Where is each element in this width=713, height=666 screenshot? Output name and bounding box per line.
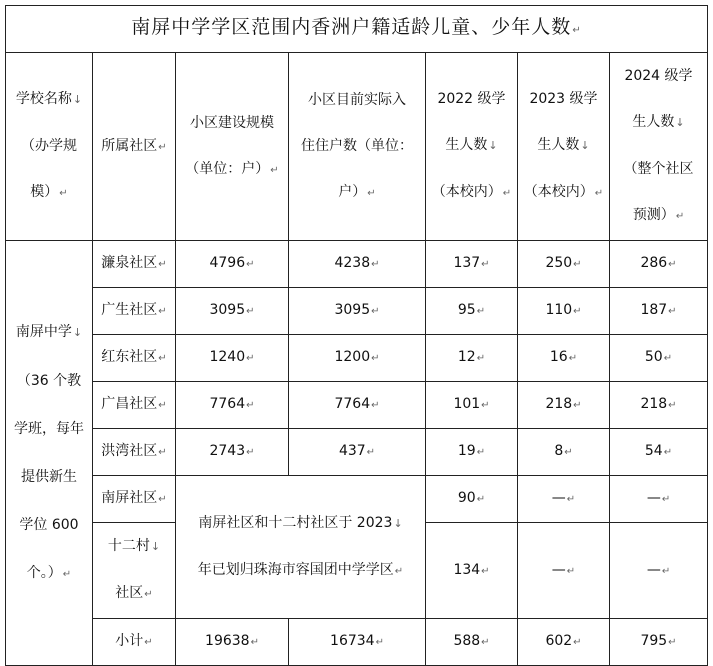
header-g2024-line-4: 预测）↵ [632, 207, 685, 223]
paragraph-mark-icon: ↵ [668, 400, 677, 411]
header-community: 所属社区↵ [93, 53, 176, 241]
shierchun-line-1: 十二村↓ [107, 538, 161, 554]
paragraph-mark-icon: ↵ [675, 211, 685, 222]
g2024-cell: 54↵ [610, 429, 708, 476]
header-g2024-line-1: 2024 级学 [624, 68, 693, 84]
planned-cell: 4796↵ [176, 241, 289, 288]
header-g2023 [518, 53, 610, 241]
paragraph-mark-icon: ↵ [661, 494, 671, 505]
paragraph-mark-icon: ↵ [476, 494, 486, 505]
table-row [6, 476, 708, 523]
line-break-arrow-icon: ↓ [488, 139, 498, 152]
g2022-cell: 95↵ [426, 288, 518, 335]
paragraph-mark-icon: ↵ [663, 447, 673, 458]
paragraph-mark-icon: ↵ [573, 259, 582, 270]
g2022-cell: 12↵ [426, 335, 518, 382]
community-cell: 濂泉社区↵ [93, 241, 176, 288]
paragraph-mark-icon: ↵ [367, 187, 376, 199]
g2022-cell: 101↵ [426, 382, 518, 429]
header-planned [176, 53, 289, 241]
subtotal-g2023: 602↵ [518, 619, 610, 666]
paragraph-mark-icon: ↵ [62, 568, 72, 580]
header-planned-line-2: （单位：户）↵ [185, 160, 279, 177]
subtotal-planned: 19638↵ [176, 619, 289, 666]
header-g2023-line-2: 生人数↓ [537, 137, 590, 153]
header-g2022-line-2: 生人数↓ [445, 137, 498, 153]
paragraph-mark-icon: ↵ [564, 447, 573, 458]
paragraph-mark-icon: ↵ [394, 565, 404, 577]
header-school-line-3: 模）↵ [30, 184, 68, 200]
paragraph-mark-icon: ↵ [594, 188, 604, 199]
paragraph-mark-icon: ↵ [144, 637, 153, 648]
g2022-cell-nanping: 90↵ [426, 476, 518, 523]
paragraph-mark-icon: ↵ [663, 353, 673, 364]
community-cell: 广昌社区↵ [93, 382, 176, 429]
school-line-4: 提供新生 [21, 468, 77, 485]
header-actual-line-3: 户）↵ [338, 183, 376, 200]
planned-cell: 3095↵ [176, 288, 289, 335]
paragraph-mark-icon: ↵ [566, 565, 576, 577]
paragraph-mark-icon: ↵ [476, 306, 486, 317]
subtotal-actual: 16734↵ [289, 619, 426, 666]
paragraph-mark-icon: ↵ [158, 447, 167, 458]
paragraph-mark-icon: ↵ [158, 259, 167, 270]
school-line-5: 学位 600 [19, 516, 79, 533]
header-g2023-line-3: （本校内）↵ [523, 184, 604, 200]
shierchun-line-2: 社区↵ [115, 585, 153, 601]
header-g2024-line-3: （整个社区 [623, 161, 694, 177]
header-g2024 [610, 53, 708, 241]
table-title: 南屏中学学区范围内香洲户籍适龄儿童、少年人数↵ [6, 6, 708, 53]
actual-cell: 7764↵ [289, 382, 426, 429]
actual-cell: 437↵ [289, 429, 426, 476]
line-break-arrow-icon: ↓ [150, 540, 161, 553]
paragraph-mark-icon: ↵ [158, 494, 167, 505]
paragraph-mark-icon: ↵ [158, 141, 167, 153]
paragraph-mark-icon: ↵ [573, 637, 582, 648]
paragraph-mark-icon: ↵ [668, 637, 677, 648]
actual-cell: 3095↵ [289, 288, 426, 335]
line-break-arrow-icon: ↓ [393, 516, 403, 530]
g2023-cell: 110↵ [518, 288, 610, 335]
paragraph-mark-icon: ↵ [572, 25, 582, 36]
community-cell-shierchun [93, 523, 176, 619]
header-school-line-1: 学校名称↓ [15, 91, 83, 107]
g2024-cell: 286↵ [610, 241, 708, 288]
planned-cell: 7764↵ [176, 382, 289, 429]
line-break-arrow-icon: ↓ [675, 116, 685, 129]
community-cell-nanping: 南屏社区↵ [93, 476, 176, 523]
g2023-cell: 16↵ [518, 335, 610, 382]
g2022-cell: 19↵ [426, 429, 518, 476]
g2024-cell: 50↵ [610, 335, 708, 382]
school-line-1: 南屏中学↓ [15, 323, 83, 340]
school-line-2: （36 个教 [16, 372, 82, 389]
subtotal-g2022: 588↵ [426, 619, 518, 666]
community-cell: 广生社区↵ [93, 288, 176, 335]
header-actual [289, 53, 426, 241]
paragraph-mark-icon: ↵ [371, 259, 380, 270]
table-row [6, 382, 708, 429]
table-row [6, 241, 708, 288]
paragraph-mark-icon: ↵ [568, 353, 578, 364]
paragraph-mark-icon: ↵ [573, 306, 582, 317]
paragraph-mark-icon: ↵ [246, 353, 255, 364]
header-actual-line-2: 住住户数（单位： [301, 137, 413, 154]
g2023-cell: 250↵ [518, 241, 610, 288]
paragraph-mark-icon: ↵ [566, 494, 576, 505]
actual-cell: 1200↵ [289, 335, 426, 382]
line-break-arrow-icon: ↓ [72, 93, 83, 106]
paragraph-mark-icon: ↵ [366, 447, 376, 458]
paragraph-mark-icon: ↵ [481, 259, 490, 270]
g2024-cell: 218↵ [610, 382, 708, 429]
g2024-cell-shierchun: —↵ [610, 523, 708, 619]
paragraph-mark-icon: ↵ [476, 353, 486, 364]
paragraph-mark-icon: ↵ [246, 447, 255, 458]
actual-cell: 4238↵ [289, 241, 426, 288]
header-g2023-line-1: 2023 级学 [529, 91, 598, 107]
merged-note-line-2: 年已划归珠海市容国团中学学区↵ [197, 561, 404, 578]
school-name-cell [6, 241, 93, 666]
paragraph-mark-icon: ↵ [246, 259, 255, 270]
table-row [6, 429, 708, 476]
paragraph-mark-icon: ↵ [270, 164, 279, 176]
school-line-3: 学班，每年 [14, 420, 84, 437]
header-row [6, 53, 708, 241]
planned-cell: 1240↵ [176, 335, 289, 382]
table-row [6, 335, 708, 382]
paragraph-mark-icon: ↵ [476, 447, 486, 458]
subtotal-g2024: 795↵ [610, 619, 708, 666]
header-school [6, 53, 93, 241]
g2024-cell-nanping: —↵ [610, 476, 708, 523]
paragraph-mark-icon: ↵ [481, 400, 490, 411]
paragraph-mark-icon: ↵ [246, 306, 255, 317]
paragraph-mark-icon: ↵ [59, 188, 68, 199]
paragraph-mark-icon: ↵ [158, 353, 167, 364]
community-cell: 洪湾社区↵ [93, 429, 176, 476]
paragraph-mark-icon: ↵ [668, 306, 677, 317]
paragraph-mark-icon: ↵ [502, 188, 512, 199]
school-line-6: 个。）↵ [26, 564, 72, 581]
paragraph-mark-icon: ↵ [250, 637, 259, 648]
header-g2024-line-2: 生人数↓ [632, 114, 685, 130]
subtotal-label: 小计↵ [93, 619, 176, 666]
paragraph-mark-icon: ↵ [246, 400, 255, 411]
g2022-cell-shierchun: 134↵ [426, 523, 518, 619]
planned-cell: 2743↵ [176, 429, 289, 476]
g2023-cell-nanping: —↵ [518, 476, 610, 523]
community-cell: 红东社区↵ [93, 335, 176, 382]
paragraph-mark-icon: ↵ [661, 565, 671, 577]
paragraph-mark-icon: ↵ [371, 353, 380, 364]
header-planned-line-1: 小区建设规模 [190, 114, 274, 131]
header-actual-line-1: 小区目前实际入 [308, 91, 406, 108]
paragraph-mark-icon: ↵ [668, 259, 677, 270]
g2023-cell-shierchun: —↵ [518, 523, 610, 619]
g2023-cell: 218↵ [518, 382, 610, 429]
paragraph-mark-icon: ↵ [371, 400, 380, 411]
merged-note-line-1: 南屏社区和十二村社区于 2023↓ [198, 514, 403, 531]
header-g2022-line-3: （本校内）↵ [431, 184, 512, 200]
paragraph-mark-icon: ↵ [144, 589, 153, 600]
header-g2022-line-1: 2022 级学 [437, 91, 506, 107]
paragraph-mark-icon: ↵ [158, 306, 167, 317]
paragraph-mark-icon: ↵ [481, 565, 490, 577]
paragraph-mark-icon: ↵ [573, 400, 582, 411]
g2024-cell: 187↵ [610, 288, 708, 335]
header-g2022 [426, 53, 518, 241]
line-break-arrow-icon: ↓ [580, 139, 590, 152]
statistics-table [5, 5, 708, 666]
paragraph-mark-icon: ↵ [481, 637, 490, 648]
header-school-line-2: （办学规 [21, 138, 77, 154]
g2022-cell: 137↵ [426, 241, 518, 288]
subtotal-row [6, 619, 708, 666]
paragraph-mark-icon: ↵ [371, 306, 380, 317]
merged-note-cell [176, 476, 426, 619]
line-break-arrow-icon: ↓ [72, 325, 83, 339]
paragraph-mark-icon: ↵ [375, 637, 384, 648]
paragraph-mark-icon: ↵ [158, 400, 167, 411]
g2023-cell: 8↵ [518, 429, 610, 476]
table-row [6, 288, 708, 335]
